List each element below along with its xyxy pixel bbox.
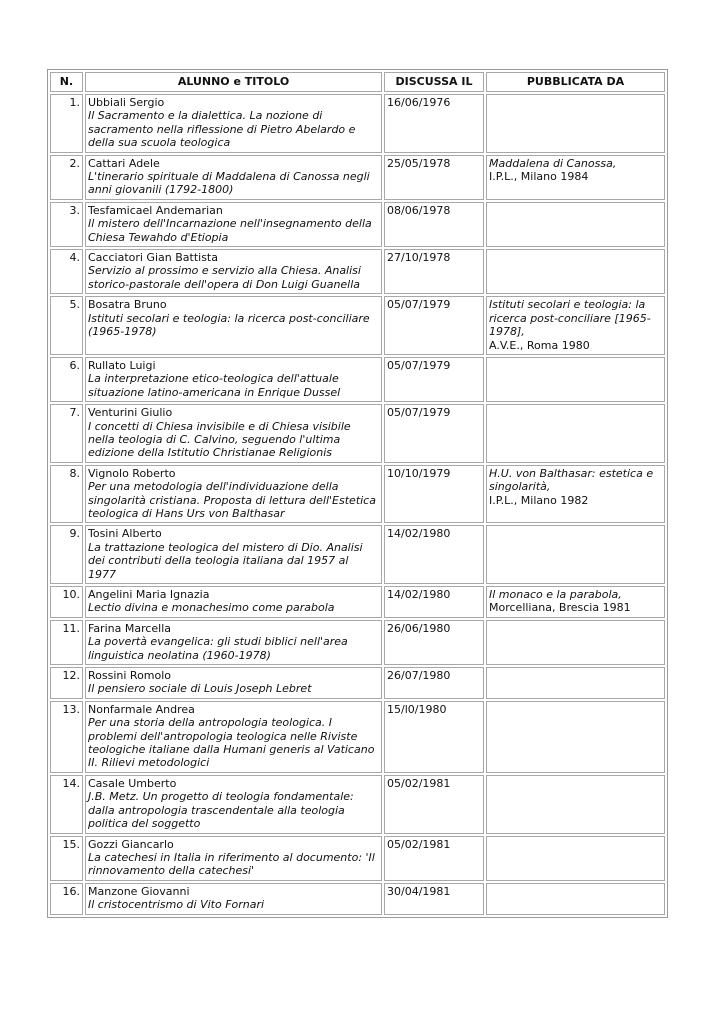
student-and-title <box>85 404 382 463</box>
publication <box>486 404 665 463</box>
publication <box>486 465 665 524</box>
header-row <box>50 72 665 92</box>
student-name: Gozzi Giancarlo <box>88 837 174 851</box>
student-and-title <box>85 94 382 153</box>
thesis-title: J.B. Metz. Un progetto di teologia fondamentale: dalla antropologia trascendentale alla teologia politica del soggetto <box>88 790 354 831</box>
thesis-title: La trattazione teologica del mistero di Dio. Analisi dei contributi della teologia italiana dal 1957 al 1977 <box>88 540 363 581</box>
discussion-date: 16/06/1976 <box>384 94 484 153</box>
thesis-title: Il cristocentrismo di Vito Fornari <box>88 898 265 912</box>
student-and-title <box>85 620 382 665</box>
thesis-title: I concetti di Chiesa invisibile e di Chiesa visibile nella teologia di C. Calvino, seguendo l'ultima edizione della Istitutio Christianae Religionis <box>88 419 351 460</box>
student-name: Nonfarmale Andrea <box>88 702 195 716</box>
thesis-title: La catechesi in Italia in riferimento al documento: 'Il rinnovamento della catechesi' <box>88 850 375 878</box>
row-number: 6. <box>50 357 83 402</box>
table-row <box>50 296 665 355</box>
publication <box>486 357 665 402</box>
publication-title: Istituti secolari e teologia: la ricerca post-conciliare [1965-1978], <box>489 298 651 339</box>
discussion-date: 27/10/1978 <box>384 249 484 294</box>
header-date: DISCUSSA IL <box>384 72 484 92</box>
table-row <box>50 94 665 153</box>
student-name: Farina Marcella <box>88 621 172 635</box>
row-number: 1. <box>50 94 83 153</box>
row-number: 5. <box>50 296 83 355</box>
table-row <box>50 249 665 294</box>
row-number: 15. <box>50 836 83 881</box>
thesis-title: Lectio divina e monachesimo come parabola <box>88 601 335 615</box>
thesis-title: Per una metodologia dell'individuazione della singolarità cristiana. Proposta di lettura dell'Estetica teologica di Hans Urs von Balthasar <box>88 480 376 520</box>
student-and-title <box>85 836 382 881</box>
student-and-title <box>85 155 382 200</box>
student-name: Vignolo Roberto <box>88 466 176 480</box>
student-and-title <box>85 525 382 584</box>
student-name: Manzone Giovanni <box>88 884 190 898</box>
publication <box>486 775 665 834</box>
student-and-title <box>85 667 382 699</box>
publication-info: I.P.L., Milano 1984 <box>489 170 589 184</box>
table-row <box>50 701 665 773</box>
discussion-date: 08/06/1978 <box>384 202 484 247</box>
student-name: Rossini Romolo <box>88 669 172 683</box>
publication <box>486 620 665 665</box>
student-name: Ubbiali Sergio <box>88 96 165 109</box>
student-name: Cattari Adele <box>88 156 160 170</box>
student-and-title <box>85 249 382 294</box>
table-row <box>50 667 665 699</box>
discussion-date: 05/02/1981 <box>384 836 484 881</box>
discussion-date: 26/06/1980 <box>384 620 484 665</box>
row-number: 7. <box>50 404 83 463</box>
discussion-date: 05/07/1979 <box>384 404 484 463</box>
table-row <box>50 465 665 524</box>
student-name: Bosatra Bruno <box>88 298 167 312</box>
publication-info: I.P.L., Milano 1982 <box>489 493 589 507</box>
row-number: 9. <box>50 525 83 584</box>
header-num: N. <box>50 72 83 92</box>
student-name: Casale Umberto <box>88 776 177 790</box>
table-row <box>50 620 665 665</box>
discussion-date: 25/05/1978 <box>384 155 484 200</box>
row-number: 16. <box>50 883 83 915</box>
student-and-title <box>85 775 382 834</box>
table-row <box>50 836 665 881</box>
thesis-title: Il Sacramento e la dialettica. La nozione di sacramento nella riflessione di Pietro Abelardo e della sua scuola teologica <box>88 109 356 150</box>
student-name: Venturini Giulio <box>88 406 173 420</box>
thesis-title: L'tinerario spirituale di Maddalena di Canossa negli anni giovanili (1792-1800) <box>88 170 370 197</box>
student-and-title <box>85 296 382 355</box>
thesis-title: La povertà evangelica: gli studi biblici nell'area linguistica neolatina (1960-1978) <box>88 635 348 662</box>
student-and-title <box>85 701 382 773</box>
publication <box>486 586 665 618</box>
discussion-date: 10/10/1979 <box>384 465 484 524</box>
publication <box>486 836 665 881</box>
student-name: Tosini Alberto <box>88 527 162 541</box>
discussion-date: 14/02/1980 <box>384 586 484 618</box>
publication <box>486 202 665 247</box>
table-row <box>50 586 665 618</box>
student-and-title <box>85 357 382 402</box>
publication-title: H.U. von Balthasar: estetica e singolarità, <box>489 466 654 494</box>
discussion-date: 05/07/1979 <box>384 357 484 402</box>
student-and-title <box>85 586 382 618</box>
row-number: 11. <box>50 620 83 665</box>
publication <box>486 701 665 773</box>
row-number: 4. <box>50 249 83 294</box>
publication <box>486 296 665 355</box>
row-number: 10. <box>50 586 83 618</box>
table-row <box>50 883 665 915</box>
row-number: 14. <box>50 775 83 834</box>
publication-title: Maddalena di Canossa, <box>489 156 617 170</box>
discussion-date: 14/02/1980 <box>384 525 484 584</box>
discussion-date: 30/04/1981 <box>384 883 484 915</box>
student-name: Rullato Luigi <box>88 358 156 372</box>
publication-info: Morcelliana, Brescia 1981 <box>489 601 631 615</box>
table-row <box>50 775 665 834</box>
table-row <box>50 357 665 402</box>
thesis-title: Per una storia della antropologia teologica. I problemi dell'antropologia teologica nelle Riviste teologiche italiane dalla Humani generis al Vaticano II. Rilievi metodologici <box>88 716 375 770</box>
thesis-title: Istituti secolari e teologia: la ricerca post-conciliare (1965-1978) <box>88 311 370 339</box>
publication <box>486 94 665 153</box>
publication-title: Il monaco e la parabola, <box>489 588 622 601</box>
header-title: ALUNNO e TITOLO <box>85 72 382 92</box>
row-number: 12. <box>50 667 83 699</box>
discussion-date: 05/02/1981 <box>384 775 484 834</box>
header-pub: PUBBLICATA DA <box>486 72 665 92</box>
student-name: Angelini Maria Ignazia <box>88 588 210 601</box>
discussion-date: 05/07/1979 <box>384 296 484 355</box>
thesis-title: Servizio al prossimo e servizio alla Chiesa. Analisi storico-pastorale dell'opera di Don Luigi Guanella <box>88 264 361 291</box>
publication-info: A.V.E., Roma 1980 <box>489 338 590 352</box>
thesis-table <box>47 69 668 918</box>
publication <box>486 883 665 915</box>
publication <box>486 667 665 699</box>
student-name: Cacciatori Gian Battista <box>88 251 218 265</box>
row-number: 3. <box>50 202 83 247</box>
document-page <box>47 69 664 918</box>
table-row <box>50 404 665 463</box>
table-row <box>50 155 665 200</box>
student-and-title <box>85 465 382 524</box>
discussion-date: 26/07/1980 <box>384 667 484 699</box>
discussion-date: 15/l0/1980 <box>384 701 484 773</box>
student-and-title <box>85 202 382 247</box>
publication <box>486 525 665 584</box>
table-row <box>50 202 665 247</box>
publication <box>486 249 665 294</box>
student-and-title <box>85 883 382 915</box>
row-number: 2. <box>50 155 83 200</box>
table-row <box>50 525 665 584</box>
student-name: Tesfamicael Andemarian <box>88 203 223 217</box>
thesis-title: Il pensiero sociale di Louis Joseph Lebret <box>88 682 312 696</box>
publication <box>486 155 665 200</box>
row-number: 13. <box>50 701 83 773</box>
thesis-title: La interpretazione etico-teologica dell'attuale situazione latino-americana in Enrique Dussel <box>88 372 341 399</box>
thesis-title: Il mistero dell'Incarnazione nell'insegnamento della Chiesa Tewahdo d'Etiopia <box>88 217 372 244</box>
row-number: 8. <box>50 465 83 524</box>
